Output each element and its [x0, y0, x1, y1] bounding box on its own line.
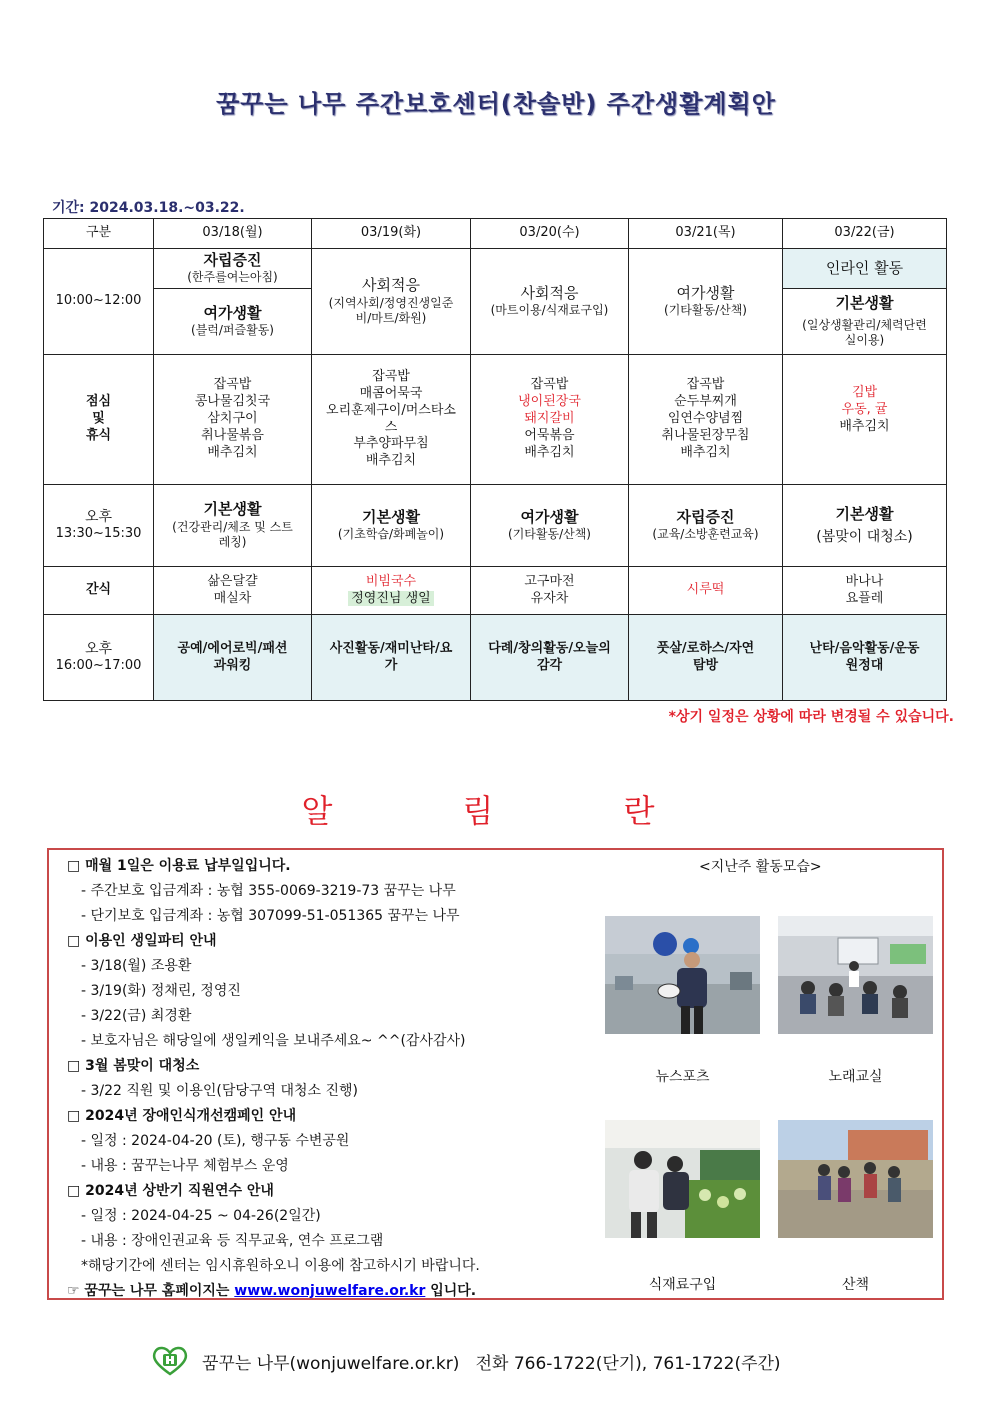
lunch-row — [44, 355, 947, 485]
homepage-line: ☞ 꿈꾸는 나무 홈페이지는 www.wonjuwelfare.or.kr 입니다. — [67, 1283, 477, 1299]
notice-item: - 3/18(월) 조용환 — [81, 958, 192, 974]
activity-detail: (지역사회/정영진생일준비/마트/화원) — [328, 295, 454, 326]
menu-cell: 잡곡밥 매콤어묵국 오리훈제구이/머스타소스 부추양파무침 배추김치 — [312, 355, 471, 485]
activity-title: 여가생활 — [203, 303, 262, 322]
notice-item: - 3/22 직원 및 이용인(담당구역 대청소 진행) — [81, 1083, 358, 1099]
activity-cell — [783, 249, 947, 289]
activity-detail: (기타활동/산책) — [508, 527, 591, 542]
activity-cell: 풋살/로하스/자연탐방 — [629, 615, 783, 701]
header-cell: 구분 — [44, 219, 154, 249]
homepage-link[interactable]: www.wonjuwelfare.or.kr — [234, 1283, 426, 1299]
menu-cell: 잡곡밥 콩나물김칫국 삼치구이 취나물볶음 배추김치 — [154, 355, 312, 485]
snack-row — [44, 567, 947, 615]
heart-logo-icon — [152, 1346, 188, 1376]
time-label: 오후 13:30~15:30 — [44, 485, 154, 567]
notice-item: - 일정 : 2024-04-25 ~ 04-26(2일간) — [81, 1208, 321, 1224]
notice-item: - 3/19(화) 정채린, 정영진 — [81, 983, 241, 999]
activity-detail: (블럭/퍼즐활동) — [191, 323, 274, 338]
footer — [152, 1345, 781, 1377]
notice-title: 알 림 란 — [301, 792, 715, 830]
activity-detail: (마트이용/식재료구입) — [490, 303, 609, 318]
activity-title: 인라인 활동 — [825, 258, 904, 277]
activity-title: 여가생활 — [520, 507, 579, 526]
activity-title: 기본생활 — [362, 507, 420, 526]
notice-heading: □ 이용인 생일파티 안내 — [67, 933, 217, 949]
activity-detail: (한주를여는아침) — [187, 270, 278, 285]
late-afternoon-row — [44, 615, 947, 701]
notice-heading: □ 3월 봄맞이 대청소 — [67, 1058, 200, 1074]
notice-item: - 내용 : 꿈꾸는나무 체험부스 운영 — [81, 1158, 289, 1174]
header-cell: 03/18(월) — [154, 219, 312, 249]
activity-cell: 사진활동/재미난타/요가 — [312, 615, 471, 701]
snack-cell: 비빔국수 정영진님 생일 — [312, 567, 471, 615]
activity-cell: 난타/음악활동/운동원정대 — [783, 615, 947, 701]
photo-caption: 뉴스포츠 — [655, 1069, 710, 1085]
activity-cell — [783, 289, 947, 355]
header-cell: 03/19(화) — [312, 219, 471, 249]
header-row — [44, 219, 947, 249]
notice-item: - 내용 : 장애인권교육 등 직무교육, 연수 프로그램 — [81, 1233, 384, 1249]
notice-box — [47, 848, 944, 1300]
header-cell: 03/21(목) — [629, 219, 783, 249]
period-label: 기간: 2024.03.18.~03.22. — [52, 200, 245, 216]
time-label: 오후 16:00~17:00 — [44, 615, 154, 701]
photo-grocery-shopping — [605, 1120, 760, 1238]
activity-cell — [629, 249, 783, 355]
activity-title: 기본생활 — [203, 500, 262, 519]
snack-cell: 시루떡 — [629, 567, 783, 615]
time-label: 10:00~12:00 — [44, 249, 154, 355]
activity-cell: 다례/창의활동/오늘의감각 — [471, 615, 629, 701]
activity-title: 기본생활 — [835, 294, 894, 313]
activity-title: 사회적응 — [520, 283, 579, 302]
activity-detail: (일상생활관리/체력단련실이용) — [802, 317, 927, 348]
snack-cell: 삶은달걀 매실차 — [154, 567, 312, 615]
snack-cell: 바나나 요플레 — [783, 567, 947, 615]
menu-cell: 잡곡밥 냉이된장국 돼지갈비 어묵볶음 배추김치 — [471, 355, 629, 485]
activity-detail: (기타활동/산책) — [664, 303, 747, 318]
activity-detail: (건강관리/체조 및 스트레칭) — [172, 519, 293, 550]
notice-heading: □ 매월 1일은 이용료 납부일입니다. — [67, 858, 291, 874]
activity-title: 자립증진 — [676, 507, 735, 526]
notice-list — [67, 854, 480, 1304]
snack-cell: 고구마전 유자차 — [471, 567, 629, 615]
activity-detail: (기초학습/화폐놀이) — [337, 527, 445, 542]
photo-singing-class — [778, 916, 933, 1034]
notice-item: - 보호자님은 해당일에 생일케익을 보내주세요~ ^^(감사감사) — [81, 1033, 466, 1049]
activity-title: 기본생활 — [835, 504, 894, 523]
activity-cell — [312, 485, 471, 567]
afternoon-row — [44, 485, 947, 567]
activity-cell — [471, 249, 629, 355]
weekly-schedule-table — [43, 218, 947, 701]
photo-caption: 산책 — [841, 1277, 870, 1293]
notice-item: - 단기보호 입금계좌 : 농협 307099-51-051365 꿈꾸는 나무 — [81, 908, 460, 924]
activity-cell — [312, 249, 471, 355]
activity-title: 여가생활 — [676, 283, 735, 302]
snack-label: 간식 — [44, 567, 154, 615]
activity-title: 사회적응 — [362, 276, 420, 295]
activity-cell — [154, 249, 312, 289]
gallery-title: <지난주 활동모습> — [699, 859, 822, 875]
activity-cell — [783, 485, 947, 567]
activity-cell — [154, 289, 312, 355]
photo-news-sports — [605, 916, 760, 1034]
activity-detail: (봄맞이 대청소) — [816, 529, 913, 546]
photo-caption: 식재료구입 — [648, 1277, 717, 1293]
notice-item: - 주간보호 입금계좌 : 농협 355-0069-3219-73 꿈꾸는 나무 — [81, 883, 456, 899]
activity-cell — [154, 485, 312, 567]
notice-item: - 일정 : 2024-04-20 (토), 행구동 수변공원 — [81, 1133, 350, 1149]
activity-cell: 공예/에어로빅/패션과워킹 — [154, 615, 312, 701]
footer-text: 꿈꾸는 나무(wonjuwelfare.or.kr) 전화 766-1722(단기), 761-1722(주간) — [202, 1353, 781, 1374]
activity-cell — [629, 485, 783, 567]
header-cell: 03/22(금) — [783, 219, 947, 249]
photo-caption: 노래교실 — [828, 1069, 883, 1085]
header-cell: 03/20(수) — [471, 219, 629, 249]
closure-note: *해당기간에 센터는 임시휴원하오니 이용에 참고하시기 바랍니다. — [81, 1258, 480, 1274]
menu-cell: 김밥 우동, 귤 배추김치 — [783, 355, 947, 485]
activity-title: 자립증진 — [203, 250, 262, 269]
lunch-label: 점심 및 휴식 — [44, 355, 154, 485]
change-notice: *상기 일정은 상황에 따라 변경될 수 있습니다. — [668, 709, 954, 725]
activity-cell — [471, 485, 629, 567]
notice-heading: □ 2024년 상반기 직원연수 안내 — [67, 1183, 274, 1199]
morning-row — [44, 249, 947, 289]
notice-heading: □ 2024년 장애인식개선캠페인 안내 — [67, 1108, 297, 1124]
page-title: 꿈꾸는 나무 주간보호센터(찬솔반) 주간생활계획안 — [216, 90, 776, 118]
menu-cell: 잡곡밥 순두부찌개 임연수양념찜 취나물된장무침 배추김치 — [629, 355, 783, 485]
notice-item: - 3/22(금) 최경환 — [81, 1008, 192, 1024]
activity-detail: (교육/소방훈련교육) — [652, 527, 759, 542]
photo-walk — [778, 1120, 933, 1238]
